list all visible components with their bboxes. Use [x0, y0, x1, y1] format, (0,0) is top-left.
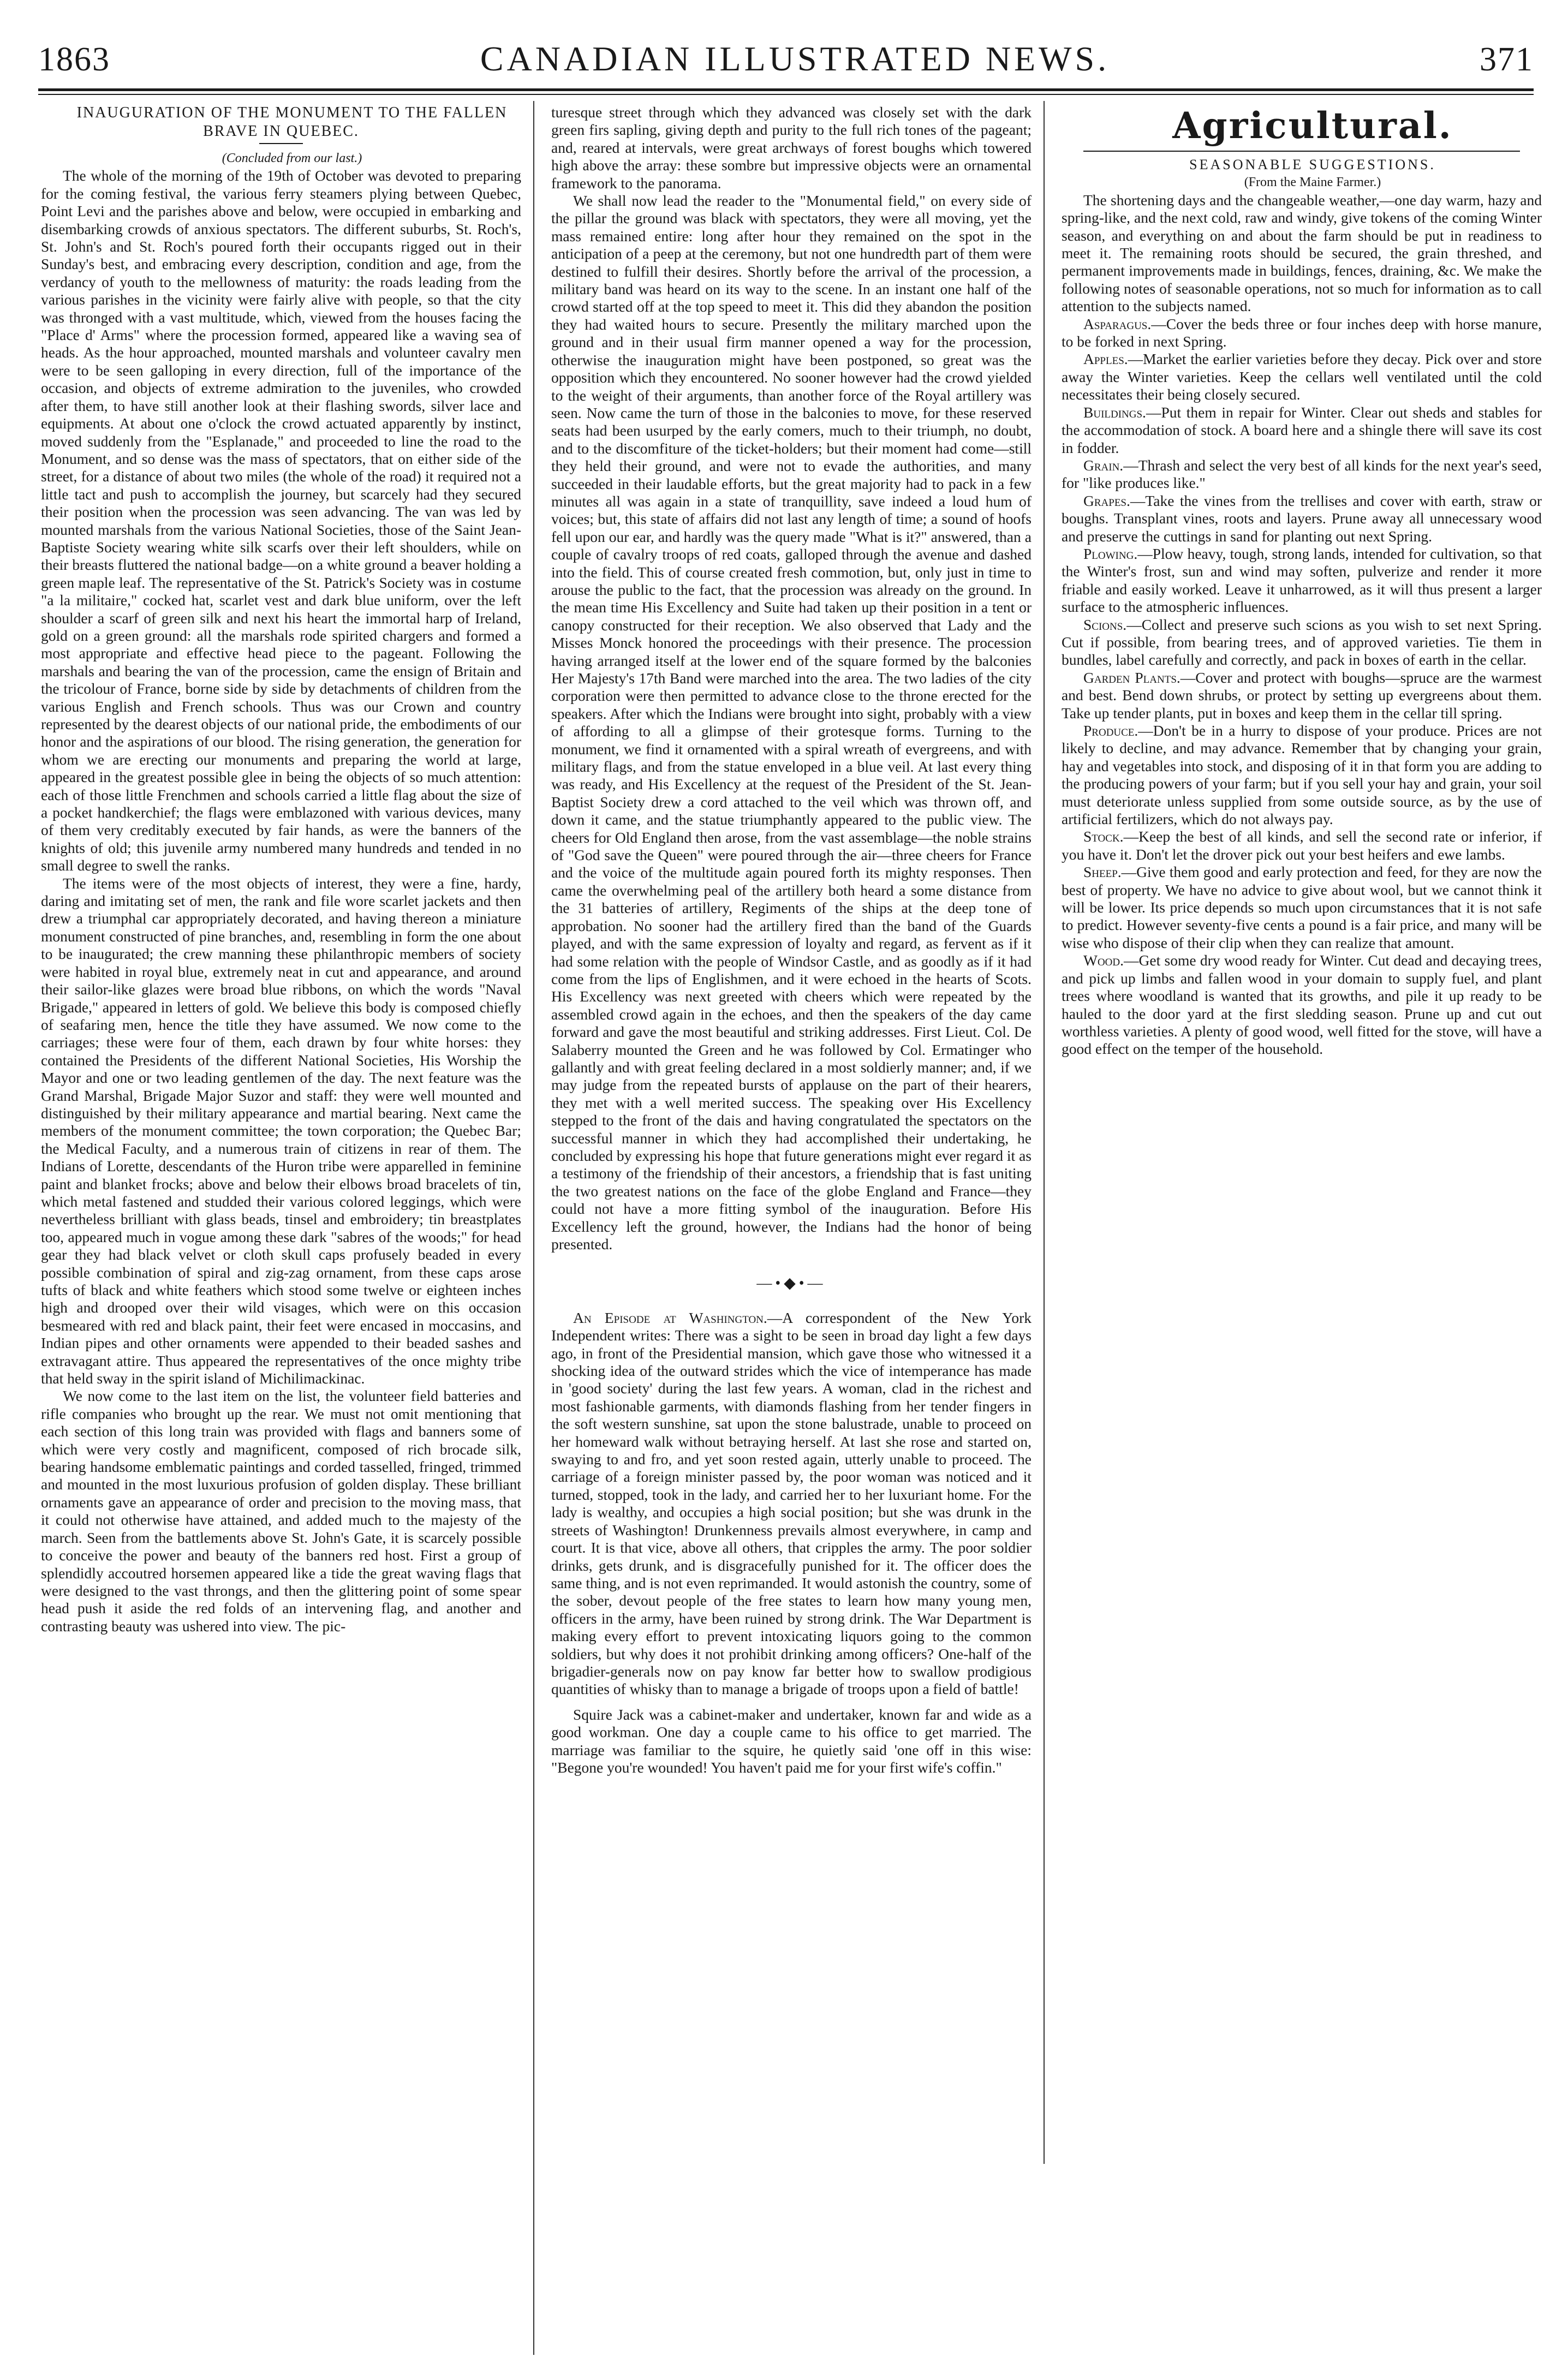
item-term: Sheep. — [1083, 863, 1122, 881]
agriculture-item — [1062, 457, 1542, 492]
item-text: —Put them in repair for Winter. Clear out sheds and stables for the accommodation of stock. A board here and a shingle there will save its cost in fodder. — [1062, 403, 1542, 456]
item-term: Produce. — [1083, 722, 1138, 739]
item-text: —Don't be in a hurry to dispose of your produce. Prices are not likely to decline, and may advance. Remember that by changing your grain, hay and vegetables into stock, and disposing of it in that form you are adding to the producing powers of your farm; but if you sell your hay and grain, your soil must deteriorate unless supplied from some outside source, as by the use of artificial fertilizers, which do not always pay. — [1062, 722, 1542, 828]
agriculture-item — [1062, 828, 1542, 863]
item-text: —Cover the beds three or four inches deep with horse manure, to be forked in next Spring. — [1062, 315, 1542, 350]
masthead — [38, 11, 1534, 79]
article-lead: An Episode at Washington. — [573, 1309, 767, 1326]
department-heading: Agricultural. — [1172, 104, 1453, 147]
item-term: Buildings. — [1083, 403, 1146, 421]
item-term: Garden Plants. — [1083, 669, 1181, 686]
agriculture-item — [1062, 404, 1542, 457]
agriculture-item — [1062, 863, 1542, 952]
column-divider — [533, 101, 534, 2355]
agriculture-item — [1062, 492, 1542, 545]
item-term: Grain. — [1083, 456, 1124, 474]
heading-rule — [259, 143, 303, 144]
column-2 — [551, 104, 1032, 1776]
column-1 — [41, 104, 521, 1635]
article-paragraph: We now come to the last item on the list, the volunteer field batteries and rifle companies who brought up the rear. We must not omit mentioning that each section of this long train was provided with flags and banners some of which were very costly and magnificent, composed of rich brocade silk, bearing handsome emblematic paintings and corded tasselled, fringed, trimmed and mounted in the most luxurious profusion of golden display. These brilliant ornaments gave an appearance of order and precision to the moving mass, that it could not otherwise have attained, and added much to the majesty of the march. Seen from the battlements above St. John's Gate, it is scarcely possible to conceive the power and beauty of the banners red host. First a group of splendidly accoutred horsemen appeared like a tide the great waving flags that were designed to the vast throngs, and then the glittering point of some spear head push it aside the red folds of an intervening flag, and another and contrasting beauty was ushered into view. The pic- — [41, 1387, 521, 1635]
item-text: —Get some dry wood ready for Winter. Cut dead and decaying trees, and pick up limbs and fallen wood in your domain to supply fuel, and plant trees where woodland is wanted that its growths, and pile it up ready to be hauled to the door yard at the first sledding season. Prune up and cut out worthless varieties. A plenty of good wood, well fitted for the stove, will have a good effect on the temper of the household. — [1062, 952, 1542, 1058]
item-term: Plowing. — [1083, 545, 1138, 562]
agriculture-item — [1062, 350, 1542, 403]
article-paragraph: The whole of the morning of the 19th of October was devoted to preparing for the coming festival, the various ferry steamers plying between Quebec, Point Levi and the parishes above and below, were occupied in embarking and disembarking crowds of anxious spectators. The different suburbs, St. Roch's, St. John's and St. Roch's poured forth their occupants rigged out in their Sunday's best, and embracing every description, condition and age, from the verdancy of youth to the mellowness of maturity: the roads leading from the various parishes in the vicinity were fairly alive with people, so that the city was thronged with a vast multitude, which, viewed from the houses facing the "Place d' Arms" where the procession formed, appeared like a waving sea of heads. As the hour approached, mounted marshals and volunteer cavalry men were to be seen galloping in every direction, full of the importance of the occasion, and objects of extreme admiration to the juveniles, who crowded after them, to have still another look at their flashing swords, silver lace and equipments. At about one o'clock the crowd actuated apparently by instinct, moved suddenly from the "Esplanade," and proceeded to line the road to the Monument, and so dense was the mass of spectators, that on either side of the street, for a distance of about two miles (the whole of the road) it required not a little tact and push to accomplish the journey, but scarcely had they secured their position when the procession was seen advancing. The van was led by mounted marshals from the various National Societies, those of the Saint Jean-Baptiste Society wearing white silk scarfs over their left shoulders, while on their breasts fluttered the national badge—on a white ground a beaver holding a green maple leaf. The representative of the St. Patrick's Society was in costume "a la militaire," cocked hat, scarlet vest and dark blue uniform, over the left shoulder a scarf of green silk and next his heart the immortal harp of Ireland, gold on a green ground: all the marshals rode spirited chargers and formed a most appropriate and effective head piece to the pageant. Following the marshals and bearing the van of the procession, came the ensign of Britain and the tricolour of France, borne side by side by detachments of children from the various English and French schools. Thus was our Crown and country represented by the dearest objects of our national pride, the embodiments of our honor and the aspirations of our blood. The rising generation, the generation for whom we are erecting our monuments and preparing the world at large, appeared in the greatest possible glee in being the objects of so much attention: each of those little Frenchmen and schools carried a little flag about the size of a pocket handkerchief; the flags were emblazoned with various devices, many of them very creditably executed by fair hands, as were the banners of the knights of old; this juvenile army numbered many hundreds and tended in no small degree to swell the ranks. — [41, 167, 521, 874]
agriculture-item — [1062, 722, 1542, 828]
article-subheading: (Concluded from our last.) — [222, 151, 362, 165]
item-text: —Market the earlier varieties before they decay. Pick over and store away the Winter varieties. Keep the cellars well ventilated until the cold necessitates their being closely secured. — [1062, 350, 1542, 403]
item-term: Grapes. — [1083, 492, 1130, 509]
source-line: (From the Maine Farmer.) — [1244, 175, 1381, 190]
article-paragraph: The items were of the most objects of interest, they were a fine, hardy, daring and imitating set of men, the rank and file wore scarlet jackets and then drew a triumphal car appropriately decorated, and having thereon a miniature monument constructed of pine branches, and, resembling in form the one about to be inaugurated; the crew manning these philanthropic members of society were habited in royal blue, extremely neat in cut and appearance, and around their sailor-like glazes were broad blue ribbons, on which the words "Naval Brigade," appeared in letters of gold. We believe this body is composed chiefly of seafaring men, hence the title they have assumed. We now come to the carriages; these were four of them, each drawn by four white horses: they contained the Presidents of the different National Societies, His Worship the Mayor and one or two leading gentlemen of the day. The next feature was the Grand Marshal, Brigade Major Suzor and staff: they were well mounted and distinguished by their military appearance and martial bearing. Next came the members of the monument committee; the town corporation; the Quebec Bar; the Medical Faculty, and a numerous train of citizens in rear of them. The Indians of Lorette, descendants of the Huron tribe were apparelled in feminine paint and blanket frocks; above and below their elbows broad bracelets of tin, which metal fastened and studded their various colored leggings, which were nevertheless brilliant with glass beads, tinsel and embroidery; tin breastplates too, appeared much in vogue among these dark "sabres of the woods;" for head gear they had black velvet or cloth skull caps profusely beaded in every possible combination of spiral and zig-zag ornament, from these caps arose tufts of black and white feathers which stood some twelve or eighteen inches high and drooped over their wild visages, which were on this occasion besmeared with red and black paint, their feet were encased in moccasins, and Indian pipes and other ornaments were appended to their beaded sashes and extravagant attire. Thus appeared the representatives of the once mighty tribe that held sway in the spirit island of Michilimackinac. — [41, 874, 521, 1387]
intro-paragraph: The shortening days and the changeable weather,—one day warm, hazy and spring-like, and the next cold, raw and windy, give tokens of the coming Winter season, and everything on and about the farm should be put in readiness to meet it. The remaining roots should be secured, the grain threshed, and permanent improvements made in buildings, fences, draining, &c. We make the following notes of seasonable operations, not so much for information as to call attention to the subjects named. — [1062, 191, 1542, 315]
section-title: SEASONABLE SUGGESTIONS. — [1189, 157, 1436, 172]
agriculture-item — [1062, 315, 1542, 351]
article-heading: INAUGURATION OF THE MONUMENT TO THE FALLEN BRAVE IN QUEBEC. — [76, 104, 508, 140]
section-divider: —•◆•— — [756, 1275, 826, 1292]
page-number: 371 — [1480, 41, 1534, 78]
article-paragraph: We shall now lead the reader to the "Monumental field," on every side of the pillar the ground was black with spectators, they were all moving, yet the mass remained entire: long after hour they remained on the spot in the anticipation of a peep at the ceremony, but not one hundredth part of them were destined to fulfill their desires. Shortly before the arrival of the procession, a military band was heard on its way to the scene. In an instant one half of the crowd started off at the top speed to meet it. This did they abandon the position they had waited hours to secure. Presently the military marched upon the ground and in their usual firm manner opened a way for the procession, otherwise the inauguration might have been postponed, so great was the opposition which they encountered. No sooner however had the crowd yielded to the weight of their arguments, than another force of the Royal artillery was seen. Now came the turn of those in the balconies to move, for these reserved seats had been usurped by the early comers, much to their triumph, no doubt, and to the discomfiture of the ticket-holders; but their moment had come—still they held their ground, and were not to evade the authorities, and many succeeded in their laudable efforts, but the great majority had to pack in a few minutes all was again in a state of tranquillity, save indeed a loud hum of voices; but, this state of affairs did not last any length of time; a sound of hoofs fell upon our ear, and hardly was the query made "What is it?" answered, than a couple of cavalry troops of red coats, galloped through the avenue and dashed into the field. This of course created fresh commotion, but, only just in time to arouse the public to the fact, that the procession was already on the ground. In the mean time His Excellency and Suite had taken up their position in a tent or canopy constructed for their reception. We also observed that Lady and the Misses Monck honored the proceedings with their presence. The procession having arranged itself at the lower end of the square formed by the balconies Her Majesty's 17th Band were marched into the area. The two ladies of the city corporation were then permitted to advance close to the throne erected for the speakers. After which the Indians were brought into sight, probably with a view of affording to all a glimpse of their grotesque forms. Turning to the monument, we find it ornamented with a spiral wreath of evergreens, and with military flags, and from the statue enveloped in a blue veil. At last every thing was ready, and His Excellency at the request of the President of the St. Jean-Baptist Society drew a cord attached to the veil which was thrown off, and down it came, and the statue triumphantly appeared to the public view. The cheers for Old England then arose, from the vast assemblage—the noble strains of "God save the Queen" were poured through the air—three cheers for France and the voice of the multitude again poured forth its mighty responses. Then came the overwhelming peal of the artillery both heard a some distance from the 31 batteries of artillery, Regiments of the ships at the deep tone of approbation. No sooner had the artillery fired than the band of the Guards played, and with the same expression of loyalty and regard, as fervent as if it had some relation with the people of Windsor Castle, and as goodly as if it had come from the lips of Englishmen, and it were echoed in the hearts of Scots. His Excellency was next greeted with cheers which were repeated by the assembled crowd again in the echoes, and then the speakers of the day came forward and gave the most beautiful and striking addresses. First Lieut. Col. De Salaberry mounted the Green and he was followed by Col. Ermatinger who gallantly and with great feeling declared in a most soldierly manner; and, if we may judge from the repeated bursts of applause on the part of their hearers, they met with a well merited success. The speaking over His Excellency stepped to the front of the dais and having congratulated the spectators on the successful manner in which they had accomplished their undertaking, he concluded by expressing his hope that future generations might ever regard it as a testimony of the friendship of their ancestors, a friendship that is fast uniting the two greatest nations on the face of the globe England and France—they could not have a more fitting symbol of the inauguration. Before His Excellency left the ground, however, the Indians had the honor of being presented. — [551, 192, 1032, 1252]
article-paragraph: Squire Jack was a cabinet-maker and undertaker, known far and wide as a good workman. One day a couple came to his office to get married. The marriage was familiar to the squire, he quietly said 'one off in this wise: "Begone you're wounded! You haven't paid me for your first wife's coffin." — [551, 1705, 1032, 1776]
article-paragraph: turesque street through which they advanced was closely set with the dark green firs sapling, giving depth and purity to the full rich tones of the pageant; and, reared at intervals, were great archways of forest boughs which towered high above the array: these sombre but impressive objects were an ornamental framework to the panorama. — [551, 104, 1032, 192]
issue-year: 1863 — [38, 41, 110, 78]
item-term: Wood. — [1083, 952, 1124, 969]
agriculture-item — [1062, 952, 1542, 1058]
article-paragraph — [551, 1309, 1032, 1698]
masthead-rule — [38, 88, 1534, 91]
masthead-rule-thin — [38, 94, 1534, 95]
item-text: —Collect and preserve such scions as you wish to set next Spring. Cut if possible, from bearing trees, and of approved varieties. Tie them in bundles, label carefully and correctly, and pack in boxes of earth in the cellar. — [1062, 616, 1542, 669]
item-text: —Keep the best of all kinds, and sell the second rate or inferior, if you have it. Don't let the drover pick out your best heifers and ewe lambs. — [1062, 828, 1542, 863]
department-rule — [1083, 151, 1520, 152]
column-divider — [1044, 101, 1045, 2164]
newspaper-title: CANADIAN ILLUSTRATED NEWS. — [480, 39, 1110, 78]
agriculture-item — [1062, 545, 1542, 616]
item-text: —Plow heavy, tough, strong lands, intended for cultivation, so that the Winter's frost, sun and wind may soften, pulverize and render it more friable and easily worked. Leave it unharrowed, as it will thus present a larger surface to the atmospheric influences. — [1062, 545, 1542, 616]
item-text: —Give them good and early protection and feed, for they are now the best of property. We have no advice to give about wool, but we cannot think it will be lower. Its price depends so much upon circumstances that it is not safe to predict. However seventy-five cents a pound is a fair price, and many will be wise who dispose of their clip when they can realize that amount. — [1062, 863, 1542, 951]
agriculture-items — [1062, 192, 1542, 1058]
item-term: Asparagus. — [1083, 315, 1152, 332]
agriculture-item — [1062, 616, 1542, 669]
item-term: Scions. — [1083, 616, 1127, 633]
column-3 — [1062, 104, 1542, 1058]
agriculture-item — [1062, 669, 1542, 722]
item-term: Apples. — [1083, 350, 1128, 368]
item-text: —Take the vines from the trellises and cover with earth, straw or boughs. Transplant vines, roots and layers. Prune away all unnecessary wood and preserve the cuttings in sand for planting out next Spring. — [1062, 492, 1542, 545]
article-text: —A correspondent of the New York Independent writes: There was a sight to be seen in broad day light a few days ago, in front of the Presidential mansion, which gave those who witnessed it a shocking idea of the outward strides which the vice of intemperance has made in 'good society' during the last few years. A woman, clad in the richest and most fashionable garments, with diamonds flashing from her tender fingers in the soft western sunshine, sat upon the stone balustrade, unable to proceed on her homeward walk without betraying herself. At last she rose and started on, swaying to and fro, and yet soon rested again, utterly unable to proceed. The carriage of a foreign minister passed by, the poor woman was noticed and it turned, stopped, took in the lady, and carried her to her luxuriant home. For the lady is wealthy, and occupies a high social position; but she was drunk in the streets of Washington! Drunkenness prevails almost everywhere, in camp and court. It is that vice, above all others, that cripples the army. The poor soldier drinks, gets drunk, and is disgracefully punished for it. The officer does the same thing, and is not even reprimanded. It would astonish the country, some of the sober, devout people of the free states to learn how many young men, officers in the army, have been ruined by strong drink. The War Department is making every effort to prevent intoxicating liquors going to the common soldiers, but why does it not prohibit drinking among officers? One-half of the brigadier-generals now on pay know far better how to swallow prodigious quantities of whisky than to manage a brigade of troops upon a field of battle! — [551, 1309, 1032, 1698]
item-text: —Cover and protect with boughs—spruce are the warmest and best. Bend down shrubs, or protect by setting up evergreens about them. Take up tender plants, put in boxes and keep them in the cellar till spring. — [1062, 669, 1542, 721]
item-term: Stock. — [1083, 828, 1124, 845]
item-text: —Thrash and select the very best of all kinds for the next year's seed, for "like produces like." — [1062, 456, 1542, 492]
